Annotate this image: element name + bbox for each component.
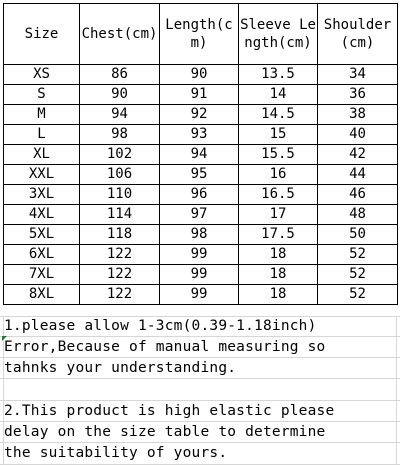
table-row bbox=[4, 65, 398, 85]
table-cell: 13.5 bbox=[239, 65, 318, 85]
table-cell: 4XL bbox=[4, 205, 80, 225]
table-row bbox=[4, 185, 398, 205]
table-cell: 50 bbox=[318, 225, 398, 245]
table-row bbox=[4, 285, 398, 305]
notes-area bbox=[0, 316, 400, 465]
table-cell: 102 bbox=[80, 145, 160, 165]
table-cell: 52 bbox=[318, 285, 398, 305]
size-table bbox=[3, 3, 398, 305]
header-sleeve-length: Sleeve Length(cm) bbox=[239, 4, 318, 65]
table-cell: 40 bbox=[318, 125, 398, 145]
table-cell: 90 bbox=[80, 85, 160, 105]
table-cell: 52 bbox=[318, 245, 398, 265]
table-cell: 14 bbox=[239, 85, 318, 105]
table-cell: M bbox=[4, 105, 80, 125]
table-cell: 118 bbox=[80, 225, 160, 245]
table-cell: XS bbox=[4, 65, 80, 85]
table-cell: 17 bbox=[239, 205, 318, 225]
table-cell: 18 bbox=[239, 285, 318, 305]
note-line-7: the suitability of yours. bbox=[4, 445, 228, 461]
note-line-2: Error,Because of manual measuring so bbox=[4, 339, 326, 355]
header-size: Size bbox=[4, 4, 80, 65]
table-cell: 7XL bbox=[4, 265, 80, 285]
table-cell: 114 bbox=[80, 205, 160, 225]
table-cell: L bbox=[4, 125, 80, 145]
table-cell: XL bbox=[4, 145, 80, 165]
table-cell: 90 bbox=[160, 65, 239, 85]
table-cell: 86 bbox=[80, 65, 160, 85]
table-cell: 16 bbox=[239, 165, 318, 185]
table-cell: 38 bbox=[318, 105, 398, 125]
table-cell: 44 bbox=[318, 165, 398, 185]
table-row bbox=[4, 125, 398, 145]
table-row bbox=[4, 245, 398, 265]
note-line-6: delay on the size table to determine bbox=[4, 424, 326, 440]
table-cell: 94 bbox=[80, 105, 160, 125]
table-cell: 6XL bbox=[4, 245, 80, 265]
table-cell: 34 bbox=[318, 65, 398, 85]
table-row bbox=[4, 165, 398, 185]
table-cell: 3XL bbox=[4, 185, 80, 205]
table-cell: 14.5 bbox=[239, 105, 318, 125]
table-cell: 8XL bbox=[4, 285, 80, 305]
table-cell: S bbox=[4, 85, 80, 105]
table-cell: 99 bbox=[160, 265, 239, 285]
note-line-3: tahnks your understanding. bbox=[4, 360, 237, 376]
table-header-row bbox=[4, 4, 398, 65]
table-cell: 91 bbox=[160, 85, 239, 105]
table-cell: 110 bbox=[80, 185, 160, 205]
table-row bbox=[4, 145, 398, 165]
table-cell: 18 bbox=[239, 245, 318, 265]
note-line-5: 2.This product is high elastic please bbox=[4, 403, 335, 419]
table-cell: 98 bbox=[80, 125, 160, 145]
table-cell: 48 bbox=[318, 205, 398, 225]
table-row bbox=[4, 265, 398, 285]
table-cell: 36 bbox=[318, 85, 398, 105]
table-cell: 98 bbox=[160, 225, 239, 245]
table-cell: 46 bbox=[318, 185, 398, 205]
table-cell: XXL bbox=[4, 165, 80, 185]
table-cell: 5XL bbox=[4, 225, 80, 245]
table-cell: 52 bbox=[318, 265, 398, 285]
header-length: Length(cm) bbox=[160, 4, 239, 65]
table-cell: 96 bbox=[160, 185, 239, 205]
table-body bbox=[4, 65, 398, 305]
table-cell: 122 bbox=[80, 245, 160, 265]
table-row bbox=[4, 105, 398, 125]
table-row bbox=[4, 225, 398, 245]
table-cell: 106 bbox=[80, 165, 160, 185]
table-row bbox=[4, 85, 398, 105]
table-cell: 18 bbox=[239, 265, 318, 285]
table-cell: 15 bbox=[239, 125, 318, 145]
table-cell: 99 bbox=[160, 285, 239, 305]
table-row bbox=[4, 205, 398, 225]
header-shoulder: Shoulder(cm) bbox=[318, 4, 398, 65]
table-cell: 17.5 bbox=[239, 225, 318, 245]
table-cell: 122 bbox=[80, 285, 160, 305]
table-cell: 16.5 bbox=[239, 185, 318, 205]
table-cell: 15.5 bbox=[239, 145, 318, 165]
table-cell: 42 bbox=[318, 145, 398, 165]
note-line-1: 1.please allow 1-3cm(0.39-1.18inch) bbox=[4, 318, 317, 334]
table-cell: 93 bbox=[160, 125, 239, 145]
table-cell: 95 bbox=[160, 165, 239, 185]
table-cell: 99 bbox=[160, 245, 239, 265]
table-cell: 97 bbox=[160, 205, 239, 225]
header-chest: Chest(cm) bbox=[80, 4, 160, 65]
table-cell: 94 bbox=[160, 145, 239, 165]
table-cell: 122 bbox=[80, 265, 160, 285]
table-cell: 92 bbox=[160, 105, 239, 125]
